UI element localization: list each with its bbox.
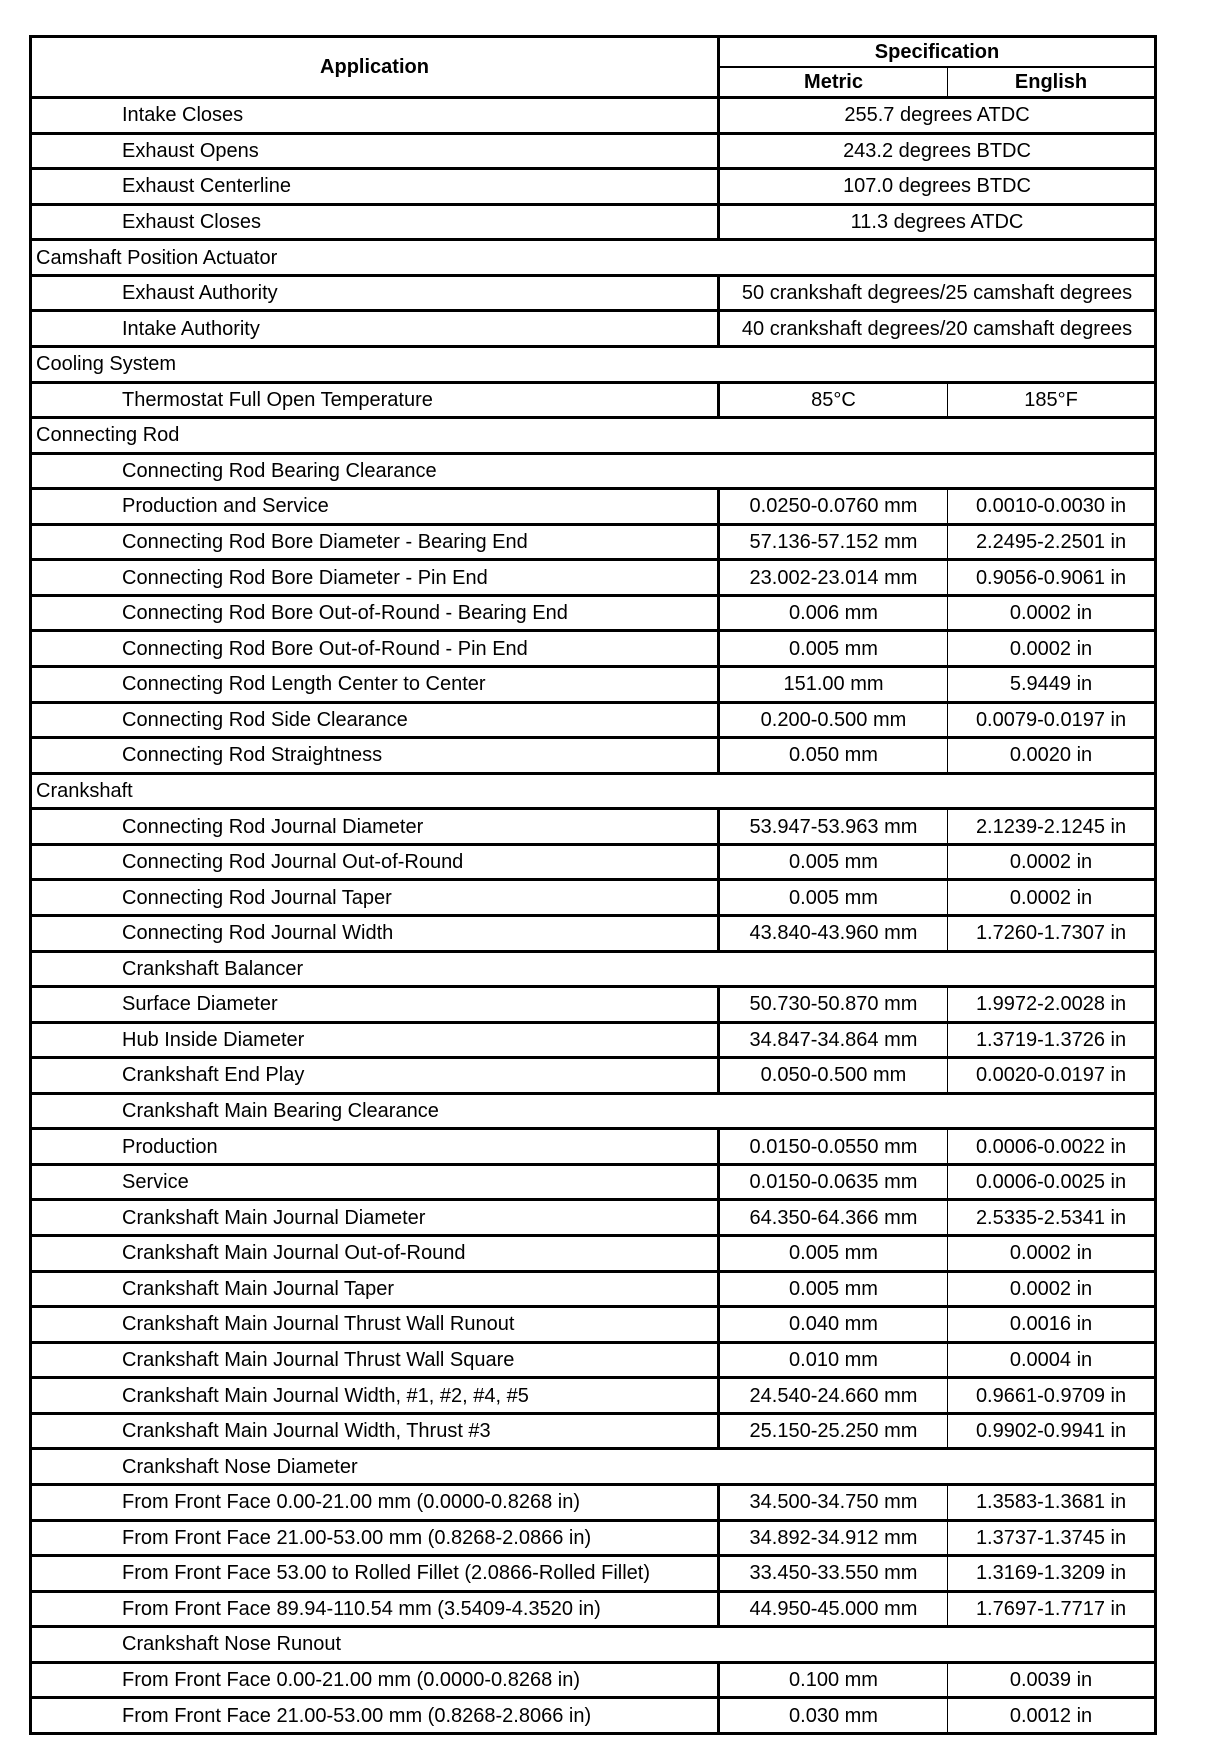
metric-value: 0.005 mm [719, 1271, 948, 1307]
application-label: Connecting Rod Side Clearance [31, 702, 719, 738]
table-row [31, 1378, 1156, 1414]
application-label: Intake Closes [31, 98, 719, 134]
section-label: Crankshaft Main Bearing Clearance [31, 1093, 1156, 1129]
table-row [31, 1413, 1156, 1449]
section-label: Crankshaft [31, 773, 1156, 809]
section-label: Crankshaft Nose Runout [31, 1627, 1156, 1663]
english-value: 1.3737-1.3745 in [948, 1520, 1156, 1556]
application-label: Connecting Rod Journal Diameter [31, 809, 719, 845]
application-label: Crankshaft Main Journal Out-of-Round [31, 1236, 719, 1272]
metric-value: 25.150-25.250 mm [719, 1413, 948, 1449]
table-row [31, 1236, 1156, 1272]
table-row [31, 311, 1156, 347]
english-value: 0.9902-0.9941 in [948, 1413, 1156, 1449]
english-value: 0.0020 in [948, 738, 1156, 774]
table-row [31, 1271, 1156, 1307]
metric-value: 0.040 mm [719, 1307, 948, 1343]
english-value: 0.0002 in [948, 595, 1156, 631]
english-value: 0.0002 in [948, 880, 1156, 916]
english-value: 0.0012 in [948, 1698, 1156, 1734]
metric-value: 34.500-34.750 mm [719, 1484, 948, 1520]
metric-value: 43.840-43.960 mm [719, 915, 948, 951]
application-label: Hub Inside Diameter [31, 1022, 719, 1058]
metric-value: 50.730-50.870 mm [719, 987, 948, 1023]
section-label: Crankshaft Nose Diameter [31, 1449, 1156, 1485]
application-label: Connecting Rod Journal Out-of-Round [31, 844, 719, 880]
metric-value: 0.010 mm [719, 1342, 948, 1378]
application-label: Connecting Rod Straightness [31, 738, 719, 774]
metric-value: 53.947-53.963 mm [719, 809, 948, 845]
application-label: Exhaust Centerline [31, 169, 719, 205]
application-label: Connecting Rod Bore Diameter - Pin End [31, 560, 719, 596]
metric-value: 64.350-64.366 mm [719, 1200, 948, 1236]
metric-value: 0.0150-0.0550 mm [719, 1129, 948, 1165]
specification-value: 243.2 degrees BTDC [719, 133, 1156, 169]
metric-value: 0.0250-0.0760 mm [719, 489, 948, 525]
application-label: Exhaust Closes [31, 204, 719, 240]
english-value: 0.0020-0.0197 in [948, 1058, 1156, 1094]
application-label: From Front Face 21.00-53.00 mm (0.8268-2.0866 in) [31, 1520, 719, 1556]
application-label: Crankshaft Main Journal Diameter [31, 1200, 719, 1236]
application-label: From Front Face 0.00-21.00 mm (0.0000-0.8268 in) [31, 1484, 719, 1520]
english-value: 0.0004 in [948, 1342, 1156, 1378]
table-row [31, 382, 1156, 418]
table-row [31, 1058, 1156, 1094]
table-row [31, 1022, 1156, 1058]
metric-value: 44.950-45.000 mm [719, 1591, 948, 1627]
application-label: Surface Diameter [31, 987, 719, 1023]
section-row [31, 418, 1156, 454]
english-value: 1.3583-1.3681 in [948, 1484, 1156, 1520]
english-value: 0.9661-0.9709 in [948, 1378, 1156, 1414]
application-label: From Front Face 89.94-110.54 mm (3.5409-4.3520 in) [31, 1591, 719, 1627]
application-label: Crankshaft Main Journal Thrust Wall Square [31, 1342, 719, 1378]
english-header: English [948, 67, 1156, 98]
application-label: From Front Face 53.00 to Rolled Fillet (2.0866-Rolled Fillet) [31, 1556, 719, 1592]
application-label: Crankshaft Main Journal Width, Thrust #3 [31, 1413, 719, 1449]
section-row [31, 1093, 1156, 1129]
table-row [31, 1129, 1156, 1165]
application-label: Crankshaft Main Journal Width, #1, #2, #4, #5 [31, 1378, 719, 1414]
application-label: Connecting Rod Bore Out-of-Round - Pin End [31, 631, 719, 667]
metric-value: 24.540-24.660 mm [719, 1378, 948, 1414]
table-row [31, 1662, 1156, 1698]
specification-value: 50 crankshaft degrees/25 camshaft degrees [719, 275, 1156, 311]
metric-value: 0.0150-0.0635 mm [719, 1164, 948, 1200]
metric-value: 85°C [719, 382, 948, 418]
metric-value: 0.050-0.500 mm [719, 1058, 948, 1094]
section-label: Connecting Rod Bearing Clearance [31, 453, 1156, 489]
section-row [31, 1449, 1156, 1485]
application-label: Production [31, 1129, 719, 1165]
application-label: Thermostat Full Open Temperature [31, 382, 719, 418]
application-label: Service [31, 1164, 719, 1200]
application-label: Production and Service [31, 489, 719, 525]
section-row [31, 1627, 1156, 1663]
english-value: 2.5335-2.5341 in [948, 1200, 1156, 1236]
english-value: 1.3719-1.3726 in [948, 1022, 1156, 1058]
metric-value: 0.050 mm [719, 738, 948, 774]
application-label: Connecting Rod Journal Taper [31, 880, 719, 916]
table-row [31, 133, 1156, 169]
application-label: Crankshaft End Play [31, 1058, 719, 1094]
specification-table [29, 35, 1157, 1735]
application-label: Intake Authority [31, 311, 719, 347]
english-value: 185°F [948, 382, 1156, 418]
english-value: 2.1239-2.1245 in [948, 809, 1156, 845]
section-row [31, 951, 1156, 987]
metric-value: 33.450-33.550 mm [719, 1556, 948, 1592]
application-label: Connecting Rod Bore Out-of-Round - Bearing End [31, 595, 719, 631]
specification-value: 107.0 degrees BTDC [719, 169, 1156, 205]
table-row [31, 275, 1156, 311]
table-row [31, 560, 1156, 596]
table-row [31, 844, 1156, 880]
application-header: Application [31, 37, 719, 98]
table-row [31, 489, 1156, 525]
english-value: 2.2495-2.2501 in [948, 524, 1156, 560]
english-value: 0.9056-0.9061 in [948, 560, 1156, 596]
english-value: 5.9449 in [948, 667, 1156, 703]
table-row [31, 738, 1156, 774]
table-row [31, 204, 1156, 240]
english-value: 0.0016 in [948, 1307, 1156, 1343]
table-row [31, 1698, 1156, 1734]
table-row [31, 667, 1156, 703]
metric-value: 0.005 mm [719, 844, 948, 880]
application-label: From Front Face 0.00-21.00 mm (0.0000-0.8268 in) [31, 1662, 719, 1698]
metric-value: 151.00 mm [719, 667, 948, 703]
section-label: Camshaft Position Actuator [31, 240, 1156, 276]
specification-header: Specification [719, 37, 1156, 67]
specification-value: 11.3 degrees ATDC [719, 204, 1156, 240]
metric-value: 0.005 mm [719, 880, 948, 916]
english-value: 0.0002 in [948, 1236, 1156, 1272]
section-row [31, 240, 1156, 276]
english-value: 0.0039 in [948, 1662, 1156, 1698]
metric-value: 0.006 mm [719, 595, 948, 631]
table-row [31, 1556, 1156, 1592]
english-value: 1.3169-1.3209 in [948, 1556, 1156, 1592]
table-row [31, 524, 1156, 560]
metric-value: 0.005 mm [719, 631, 948, 667]
section-row [31, 453, 1156, 489]
table-row [31, 1164, 1156, 1200]
section-label: Connecting Rod [31, 418, 1156, 454]
english-value: 0.0006-0.0022 in [948, 1129, 1156, 1165]
table-row [31, 915, 1156, 951]
metric-value: 0.005 mm [719, 1236, 948, 1272]
metric-value: 0.030 mm [719, 1698, 948, 1734]
english-value: 0.0006-0.0025 in [948, 1164, 1156, 1200]
application-label: Exhaust Authority [31, 275, 719, 311]
metric-value: 23.002-23.014 mm [719, 560, 948, 596]
table-row [31, 169, 1156, 205]
specification-value: 40 crankshaft degrees/20 camshaft degrees [719, 311, 1156, 347]
metric-header: Metric [719, 67, 948, 98]
application-label: Crankshaft Main Journal Thrust Wall Runout [31, 1307, 719, 1343]
section-row [31, 346, 1156, 382]
english-value: 0.0002 in [948, 844, 1156, 880]
table-row [31, 631, 1156, 667]
table-row [31, 1484, 1156, 1520]
application-label: Crankshaft Main Journal Taper [31, 1271, 719, 1307]
table-row [31, 702, 1156, 738]
section-label: Crankshaft Balancer [31, 951, 1156, 987]
application-label: Connecting Rod Bore Diameter - Bearing End [31, 524, 719, 560]
english-value: 0.0002 in [948, 631, 1156, 667]
metric-value: 34.892-34.912 mm [719, 1520, 948, 1556]
table-row [31, 1520, 1156, 1556]
english-value: 1.9972-2.0028 in [948, 987, 1156, 1023]
application-label: Exhaust Opens [31, 133, 719, 169]
specification-rows [31, 98, 1156, 1734]
metric-value: 0.100 mm [719, 1662, 948, 1698]
application-label: Connecting Rod Journal Width [31, 915, 719, 951]
table-row [31, 1342, 1156, 1378]
table-row [31, 1307, 1156, 1343]
table-row [31, 98, 1156, 134]
section-label: Cooling System [31, 346, 1156, 382]
metric-value: 34.847-34.864 mm [719, 1022, 948, 1058]
table-row [31, 809, 1156, 845]
table-row [31, 987, 1156, 1023]
english-value: 0.0079-0.0197 in [948, 702, 1156, 738]
english-value: 1.7260-1.7307 in [948, 915, 1156, 951]
table-row [31, 1591, 1156, 1627]
metric-value: 57.136-57.152 mm [719, 524, 948, 560]
application-label: Connecting Rod Length Center to Center [31, 667, 719, 703]
table-row [31, 880, 1156, 916]
english-value: 0.0002 in [948, 1271, 1156, 1307]
table-row [31, 595, 1156, 631]
application-label: From Front Face 21.00-53.00 mm (0.8268-2.8066 in) [31, 1698, 719, 1734]
specification-value: 255.7 degrees ATDC [719, 98, 1156, 134]
english-value: 0.0010-0.0030 in [948, 489, 1156, 525]
table-row [31, 1200, 1156, 1236]
section-row [31, 773, 1156, 809]
english-value: 1.7697-1.7717 in [948, 1591, 1156, 1627]
metric-value: 0.200-0.500 mm [719, 702, 948, 738]
